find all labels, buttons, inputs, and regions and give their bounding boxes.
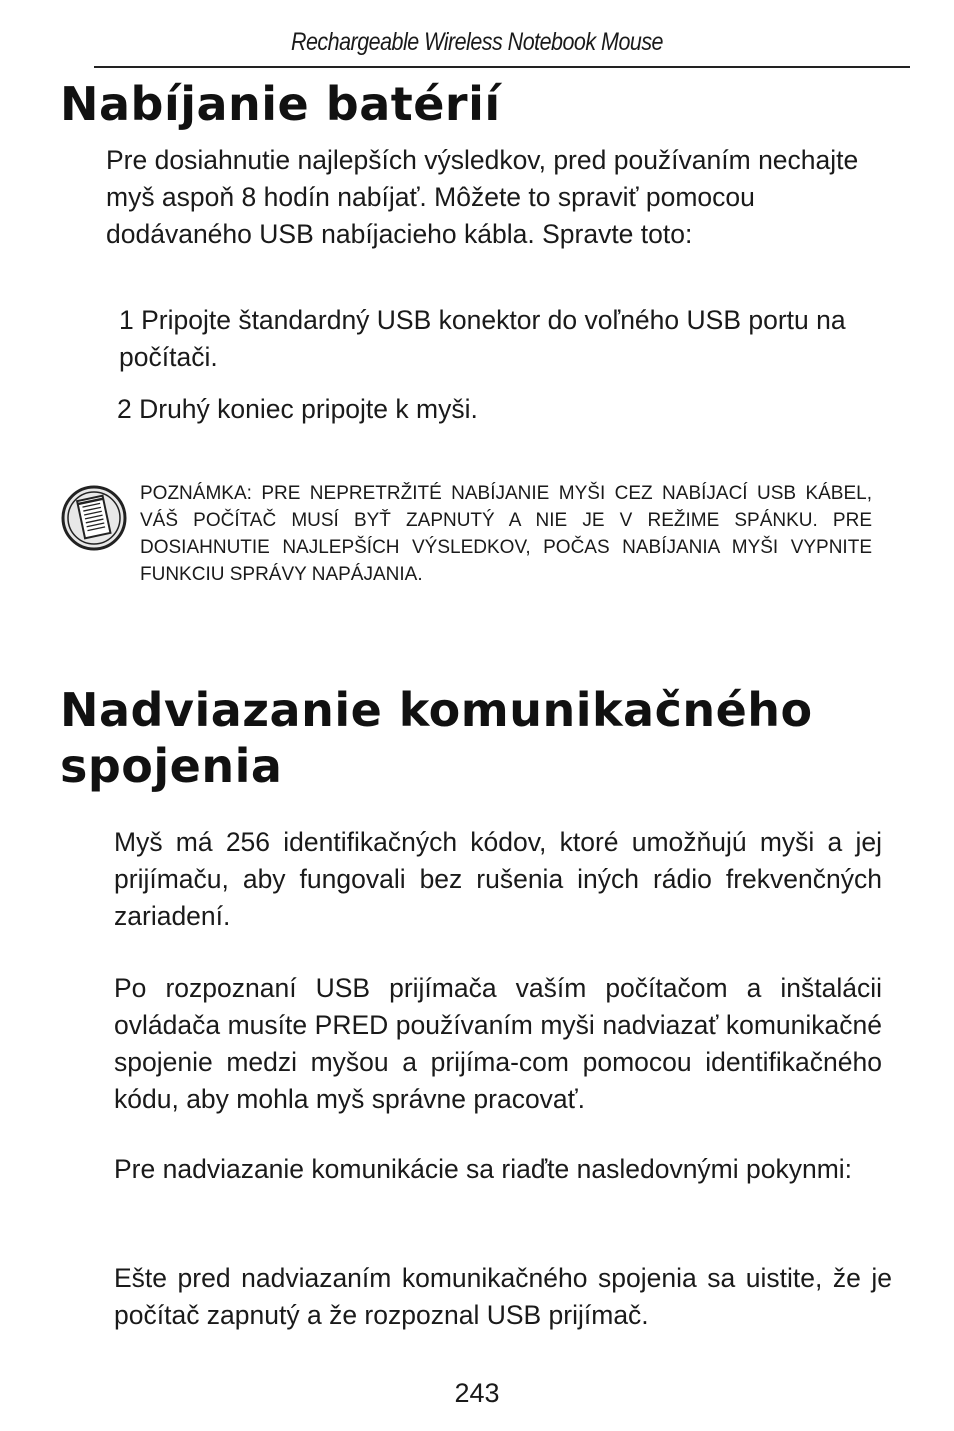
pairing-paragraph-2: Po rozpoznaní USB prijímača vaším počítačom a inštalácii ovládača musíte PRED používaním myši nadviazať komunikačné spojenie medzi myšou a prijíma-com pomocou identifikačného kódu, aby mohla myš správne pracovať. [114, 973, 882, 1114]
running-header-title: Rechargeable Wireless Notebook Mouse [290, 28, 664, 56]
pairing-paragraph-4: Ešte pred nadviazaním komunikačného spojenia sa uistite, že je počítač zapnutý a že rozpoznal USB prijímač. [114, 1263, 892, 1330]
note-text: POZNÁMKA: PRE NEPRETRŽITÉ NABÍJANIE MYŠI CEZ NABÍJACÍ USB KÁBEL, VÁŠ POČÍTAČ MUSÍ BYŤ ZAPNUTÝ A NIE JE V REŽIME SPÁNKU. PRE DOSIAHNUTIE NAJLEPŠÍCH VÝSLEDKOV, POČAS NABÍJANIA MYŠI VYPNITE FUNKCIU SPRÁVY NAPÁJANIA. [140, 483, 872, 585]
charging-step-2: 2 Druhý koniec pripojte k myši. [117, 394, 478, 424]
section-heading-charging: Nabíjanie batérií [60, 77, 501, 131]
notepad-icon [60, 484, 128, 552]
pairing-paragraph-3: Pre nadviazanie komunikácie sa riaďte nasledovnými pokynmi: [114, 1154, 853, 1184]
pairing-paragraph-1: Myš má 256 identifikačných kódov, ktoré umožňujú myši a jej prijímaču, aby fungovali bez rušenia iných rádio frekvenčných zariadení. [114, 827, 882, 931]
header-rule [94, 66, 910, 68]
charging-step-1: 1 Pripojte štandardný USB konektor do voľného USB portu na počítači. [119, 305, 846, 372]
page-number: 243 [454, 1378, 500, 1408]
section-heading-pairing-line1: Nadviazanie komunikačného [60, 683, 813, 737]
charging-intro-paragraph: Pre dosiahnutie najlepších výsledkov, pred používaním nechajte myš aspoň 8 hodín nabíjať. Môžete to spraviť pomocou dodávaného USB nabíjacieho kábla. Spravte toto: [106, 145, 859, 249]
section-heading-pairing-line2: spojenia [60, 739, 283, 793]
